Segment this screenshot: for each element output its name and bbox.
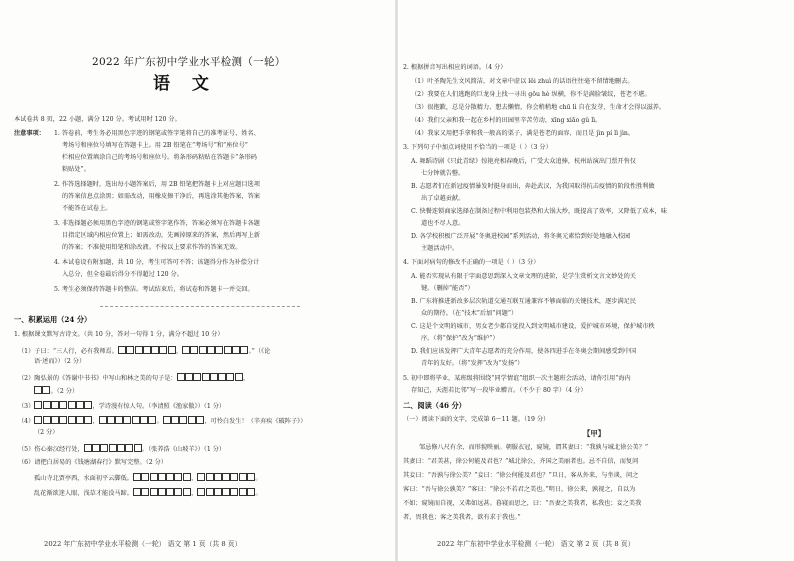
question-1-3: （3） ，学诗漫有惊人句。（李清照《渔家傲》）（1 分） (18, 403, 226, 410)
question-1-4-score: （2 分） (34, 429, 59, 436)
passage-line: 其妻曰：“君美甚，徐公何能及君也？”城北徐公，齐国之美丽者也。忌不自信，而复问 (403, 458, 639, 465)
answer-boxes[interactable] (197, 475, 255, 482)
question-4-option: 青年的友好。（将“发挥”改为“发扬”） (421, 360, 524, 367)
exam-intro: 本试卷共 8 页，22 小题，满分 120 分。考试用时 120 分。 (14, 116, 181, 123)
exam-title: 2022 年广东初中学业水平检测（一轮） (92, 56, 286, 68)
passage-line: 不如；窥镜而自视，又弗如远甚。暮寝而思之，曰：“吾妻之美我者，私我也；妾之美我 (403, 500, 642, 507)
notice-line: 4. 本试卷设有附加题，共 10 分，考生可答可不答；该题得分作为补偿分计 (54, 259, 260, 266)
question-3-option: C. 快餐连锁商家选择在制备过程中利用包装热和大锅大炒，既提高了效率，又降低了成本，味 (411, 208, 667, 215)
question-4-option: B. 广东将推进新改多层次轨道交通互联互通兼容不够面临的关键技术，逐步满足民 (411, 298, 637, 305)
question-1-2: （2）陶弘景的《答谢中书书》中写山和林之美的句子是： ， (18, 375, 250, 382)
question-4-option: 键。（删掉“能否”） (421, 285, 474, 292)
answer-boxes[interactable] (118, 348, 176, 355)
answer-boxes[interactable] (182, 348, 248, 355)
question-3-option: B. 志愿者们在新冠疫情暴发时挺身而出，奔赴武汉，为我国取得抗击疫情的阶段性胜利做 (411, 183, 655, 190)
question-1: 1. 根据课文默写古诗文。（共 10 分，答对一句得 1 分，满分不超过 10 分） (14, 331, 224, 338)
notice-line: 的答案；不准使用铅笔和涂改液。不按以上要求作答的答案无效。 (62, 244, 242, 251)
section-heading: 一、积累运用（24 分） (14, 315, 92, 324)
notice-line: 粘贴处”。 (62, 166, 90, 173)
answer-boxes[interactable] (133, 490, 191, 497)
answer-boxes[interactable] (84, 446, 142, 453)
question-3-option: 主题活动中。 (421, 245, 459, 252)
notice-line: 目指定区域内相应位置上；如需改动，先画掉原来的答案，然后再写上新 (62, 232, 260, 239)
section-subheading: （一）阅读下面的文字，完成第 6～11 题。（19 分） (403, 416, 550, 423)
exam-page-2 (397, 0, 794, 561)
passage-line: 邹忌修八尺有余，而形貌昳丽。朝服衣冠，窥镜，谓其妻曰：“我孰与城北徐公美？” (419, 444, 649, 451)
question-5: 5. 初中即将毕业，某班级将围绕“同学情谊”组织一次主题班会活动，请你引用“海内 (403, 375, 631, 382)
subject-title: 语 文 (153, 74, 217, 94)
question-3-option: D. 各学校积极广泛开展“冬奥进校园”系列活动，将冬奥元素恰到好处地融入校园 (411, 233, 631, 240)
answer-boxes[interactable] (177, 375, 243, 382)
question-2-item: （4）我家又用把手拿和我一般高的栗子，满是苍老的面容，而且是 jìn pí lì jìn。 (411, 130, 635, 137)
question-1-4: （4） ， 。 ，可怜白发生！（辛弃疾《破阵子》） (18, 418, 307, 425)
notice-line: 入总分，但全卷最后得分不得超过 120 分。 (62, 271, 183, 278)
notice-line: 考场号和座位号填写在答题卡上。用 2B 铅笔在“考场号”和“座位号” (62, 142, 248, 149)
question-1-1-source: 语·述而》）（2 分） (34, 358, 86, 365)
notice-label: 注意事项： (14, 130, 45, 137)
answer-boxes[interactable] (34, 388, 51, 395)
question-4-option: C. 这是个文明的城市，男女老少都自觉投入到文明城市建设，爱护城市环境，保护城市秩 (411, 323, 655, 330)
answer-boxes[interactable] (34, 418, 92, 425)
notice-line: 1. 答卷前，考生务必用黑色字迹的钢笔或签字笔将自己的准考证号、姓名、 (54, 130, 260, 137)
question-4-option: D. 我们应该发挥广大青年志愿者的充分作用，使各四进手在冬奥会期间感受到中国 (411, 348, 637, 355)
notice-line: 的答案信息点涂黑；如需改动，用橡皮擦干净后，再选涂其他答案，答案 (62, 193, 260, 200)
question-3-option: 道也不尽人意。 (421, 220, 465, 227)
notice-line: 3. 非选择题必须用黑色字迹的钢笔或签字笔作答，答案必须写在答题卡各题 (54, 220, 260, 227)
question-4-option: 序。（将“保护”改为“维护”） (421, 335, 499, 342)
question-2-item: （3）很抱歉，总是分散精力、想去懒惰，你会稍稍地 chū lì 自在发芽，生命才会得以滋养。 (411, 104, 666, 111)
passage-line: 其妾曰：“吾孰与徐公美？”妾曰：“徐公何能及君也？”旦日，客从外来，与坐谈，问之 (403, 472, 639, 479)
question-2-item: （1）叶圣陶先生文风简洁，对文章中虚以 lěi zhuì 的话语往往毫不留情地删去。 (411, 78, 634, 85)
question-3-option: 出了卓越贡献。 (421, 195, 465, 202)
question-5-cont: 存知己，天涯若比邻”写一段毕业赠言。（不少于 80 字）（4 分） (411, 387, 587, 394)
question-1-6-line2: 乱花渐欲迷人眼，浅草才能没马蹄。 ， 。 (34, 490, 262, 497)
question-2: 2. 根据拼音写出相应的词语。（4 分） (403, 64, 507, 71)
question-2-item: （4）我们父亲和我一起在乡村的田园里辛苦劳动，xīng xiāo gǔ lì。 (411, 117, 602, 124)
section-heading: 二、阅读（46 分） (403, 401, 466, 410)
notice-line: 栏相应位置填涂自己的考场号和座位号。将条形码粘贴在答题卡“条形码 (62, 154, 257, 161)
answer-boxes[interactable] (99, 418, 157, 425)
question-3-option: A. 舞蹈诗剧《只此青绿》惊艳亮相春晚后，广受大众追捧，杭州站演出门票开售仅 (411, 158, 636, 165)
question-4-option: A. 能否实现从有限于字面意思到深入文章文理的进阶，是学生赏析文言文妙处的关 (411, 273, 636, 280)
notice-line: 不能答在试卷上。 (62, 205, 112, 212)
answer-boxes[interactable] (133, 475, 191, 482)
question-3-option: 七分钟就告罄。 (421, 170, 465, 177)
passage-label: 【甲】 (583, 429, 606, 438)
answer-boxes[interactable] (197, 490, 255, 497)
passage-line: 客曰：“吾与徐公孰美？”客曰：“徐公不若君之美也。”明日，徐公来，孰视之，自以为 (403, 486, 636, 493)
notice-line: 2. 作答选择题时，选出每小题答案后，用 2B 铅笔把答题卡上对应题目选项 (54, 181, 260, 188)
question-3: 3. 下列句子中加点词使用不恰当的一项是（ ）（3 分） (403, 144, 552, 151)
question-1-2-cont: 。（2 分） (34, 386, 78, 396)
page-footer: 2022 年广东初中学业水平检测（一轮） 语文 第 2 页（共 8 页） (437, 540, 635, 548)
question-2-item: （2）我要在人们逃跑的巨龙身上找一寻出 gōu hè 纵横，你不是满脸皱纹，苍老不堪。 (411, 91, 651, 98)
question-1-6-line1: 孤山寺北贾亭西，水面初平云脚低。 ， 。 (34, 475, 262, 482)
question-1-6: （6）请把白居易的《钱塘湖春行》默写完整。（2 分） (18, 459, 168, 466)
question-1-5: （5）伤心秦汉经行处， 。（张养浩《山坡羊》）（1 分） (18, 446, 226, 453)
question-4-option: 众的期待。（在“技术”后加“问题”） (421, 310, 518, 317)
notice-line: 5. 考生必须保持答题卡的整洁。考试结束后，将试卷和答题卡一并交回。 (54, 286, 254, 293)
page-footer: 2022 年广东初中学业水平检测（一轮） 语文 第 1 页（共 8 页） (44, 540, 242, 548)
question-4: 4. 下面对病句的修改不正确的一项是（ ）（3 分） (403, 259, 540, 266)
answer-boxes[interactable] (163, 418, 204, 425)
passage-line: 者，畏我也；客之美我者，欲有求于我也。” (403, 514, 521, 521)
question-1-1: （1）子曰：“三人行，必有我师焉。 ， 。”（《论 (18, 348, 271, 355)
divider (100, 306, 300, 307)
answer-boxes[interactable] (34, 403, 92, 410)
